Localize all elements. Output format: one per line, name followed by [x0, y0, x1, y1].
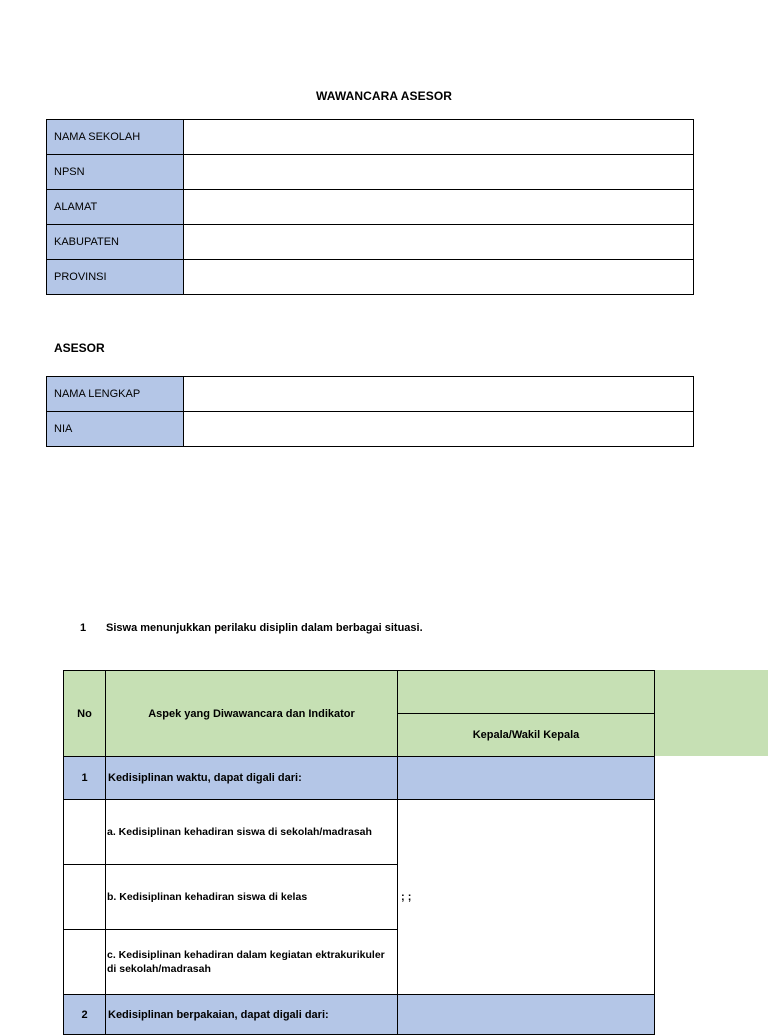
npsn-field[interactable]: [184, 155, 694, 190]
header-respondent: Kepala/Wakil Kepala: [398, 714, 655, 757]
section-number: 2: [64, 995, 106, 1035]
alamat-label: ALAMAT: [47, 190, 184, 225]
question-text: Siswa menunjukkan perilaku disiplin dalam berbagai situasi.: [106, 622, 423, 634]
section-number: 1: [64, 757, 106, 800]
table-row: [47, 260, 694, 295]
kabupaten-field[interactable]: [184, 225, 694, 260]
header-no: No: [64, 671, 106, 757]
section-row: [64, 757, 655, 800]
question-line: [80, 622, 423, 634]
table-row: [47, 377, 694, 412]
section-aspect: Kedisiplinan waktu, dapat digali dari:: [106, 757, 398, 800]
npsn-label: NPSN: [47, 155, 184, 190]
indicator-b: b. Kedisiplinan kehadiran siswa di kelas: [106, 865, 398, 930]
indicator-number-cell: [64, 865, 106, 930]
table-header-row: [64, 671, 655, 714]
table-row: [64, 800, 655, 865]
header-aspect: Aspek yang Diwawancara dan Indikator: [106, 671, 398, 757]
nama-lengkap-label: NAMA LENGKAP: [47, 377, 184, 412]
section-answer-cell: [398, 757, 655, 800]
table-row: [47, 120, 694, 155]
answer-cell[interactable]: ; ;: [398, 800, 655, 995]
header-band-extension: [654, 670, 768, 756]
question-number: 1: [80, 622, 87, 634]
provinsi-label: PROVINSI: [47, 260, 184, 295]
assessor-info-table: [46, 376, 694, 447]
header-top-right: [398, 671, 655, 714]
indicator-a: a. Kedisiplinan kehadiran siswa di sekolah/madrasah: [106, 800, 398, 865]
interview-table: [63, 670, 655, 1035]
school-info-table: [46, 119, 694, 295]
indicator-c: c. Kedisiplinan kehadiran dalam kegiatan ektrakurikuler di sekolah/madrasah: [106, 930, 398, 995]
table-row: [47, 155, 694, 190]
indicator-number-cell: [64, 800, 106, 865]
section-row: [64, 995, 655, 1035]
kabupaten-label: KABUPATEN: [47, 225, 184, 260]
page-title: WAWANCARA ASESOR: [315, 89, 453, 103]
nama-sekolah-field[interactable]: [184, 120, 694, 155]
nama-sekolah-label: NAMA SEKOLAH: [47, 120, 184, 155]
section-answer-cell: [398, 995, 655, 1035]
nama-lengkap-field[interactable]: [184, 377, 694, 412]
assessor-heading: ASESOR: [54, 341, 105, 355]
provinsi-field[interactable]: [184, 260, 694, 295]
table-row: [47, 412, 694, 447]
table-row: [47, 225, 694, 260]
nia-label: NIA: [47, 412, 184, 447]
alamat-field[interactable]: [184, 190, 694, 225]
section-aspect: Kedisiplinan berpakaian, dapat digali dari:: [106, 995, 398, 1035]
nia-field[interactable]: [184, 412, 694, 447]
indicator-number-cell: [64, 930, 106, 995]
table-row: [47, 190, 694, 225]
